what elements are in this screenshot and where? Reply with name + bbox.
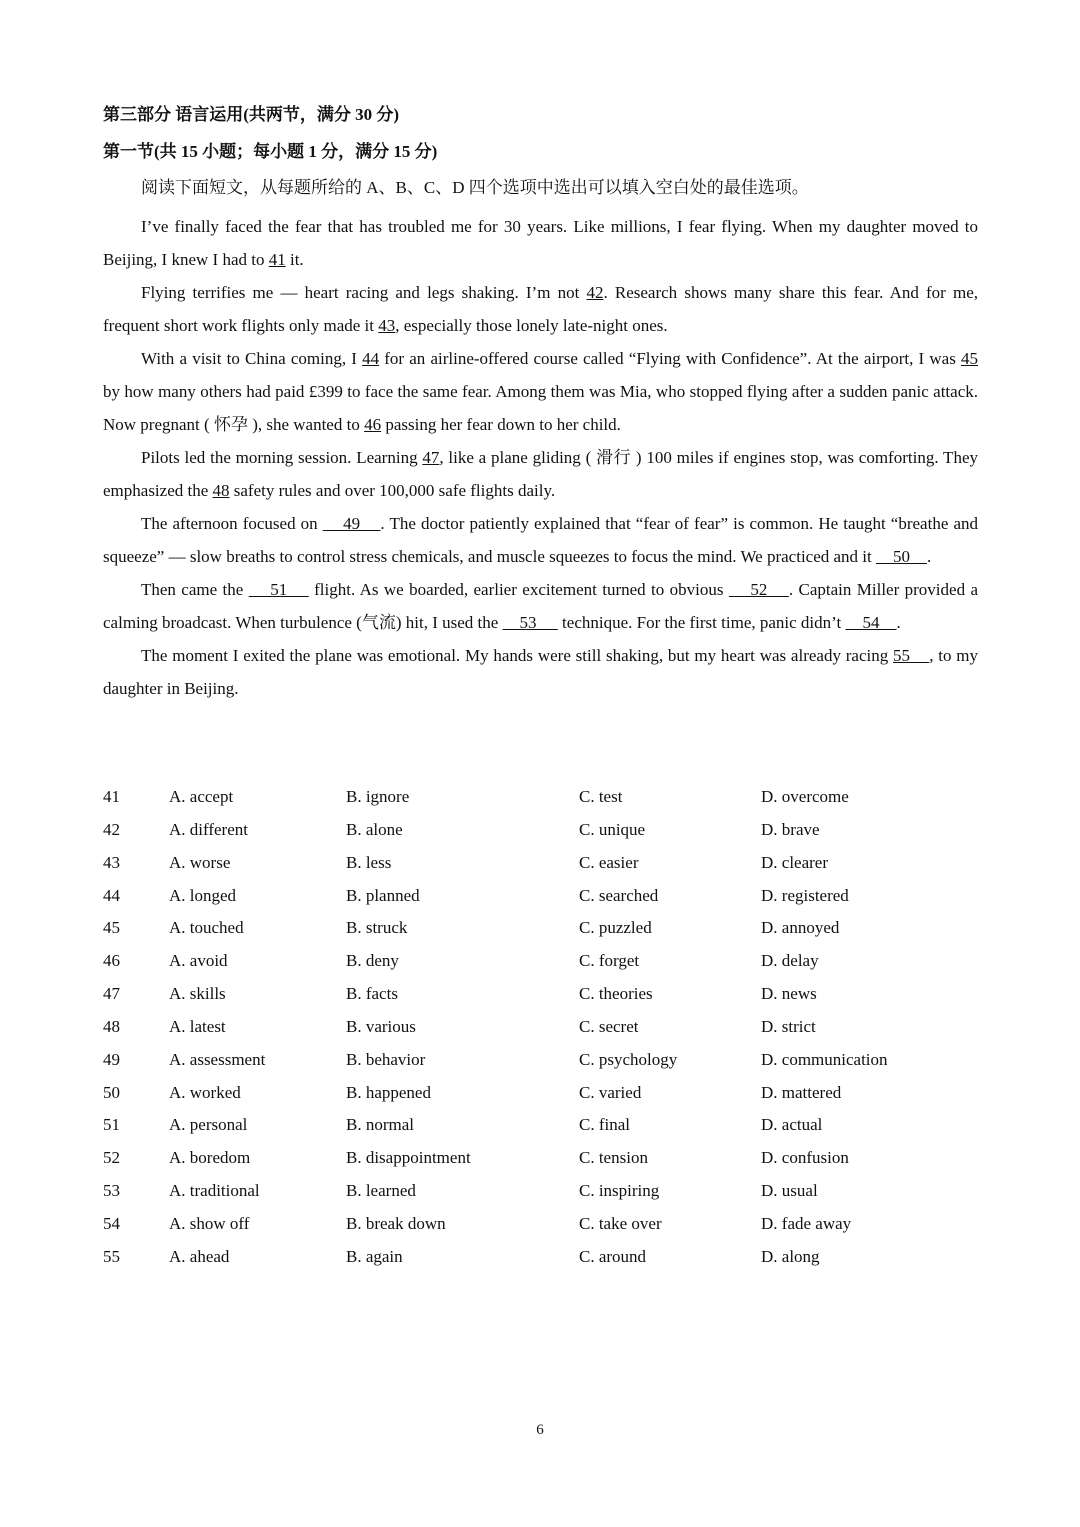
section-title: 第一节(共 15 小题；每小题 1 分，满分 15 分) bbox=[103, 142, 438, 161]
option-b: B. various bbox=[346, 1016, 416, 1036]
option-b: B. learned bbox=[346, 1181, 416, 1201]
part-title: 第三部分 语言运用(共两节，满分 30 分) bbox=[103, 105, 400, 124]
question-number: 55 bbox=[103, 1246, 120, 1266]
option-b: B. less bbox=[346, 852, 392, 872]
option-c: C. secret bbox=[579, 1016, 639, 1036]
option-b: B. struck bbox=[346, 918, 408, 938]
blank-51: 51 bbox=[248, 580, 309, 599]
text: With a visit to China coming, I bbox=[141, 349, 363, 368]
option-d: D. registered bbox=[761, 885, 849, 905]
option-row bbox=[103, 1111, 978, 1144]
text: technique. For the first time, panic didn’t bbox=[557, 613, 846, 632]
question-number: 50 bbox=[103, 1082, 120, 1102]
passage bbox=[103, 210, 978, 705]
option-a: A. longed bbox=[169, 885, 237, 905]
option-c: C. final bbox=[579, 1115, 630, 1135]
option-c: C. test bbox=[579, 787, 623, 806]
text: , like a plane gliding ( 滑行 ) 100 miles if engines stop, was comforting. They emphasized the bbox=[103, 448, 978, 500]
text: by how many others had paid £399 to face the same fear. Among them was Mia, who stopped flying after a sudden panic attack. Now pregnant ( 怀孕 ), she wanted to bbox=[103, 382, 978, 434]
options-list bbox=[103, 783, 978, 1276]
page-number: 6 bbox=[536, 1422, 544, 1438]
option-a: A. skills bbox=[169, 984, 226, 1004]
text: safety rules and over 100,000 safe flights daily. bbox=[229, 481, 556, 500]
option-a: A. show off bbox=[169, 1213, 250, 1233]
option-row bbox=[103, 816, 978, 849]
option-c: C. around bbox=[579, 1246, 647, 1266]
question-number: 43 bbox=[103, 852, 120, 872]
option-d: D. communication bbox=[761, 1049, 888, 1069]
option-d: D. usual bbox=[761, 1181, 818, 1201]
option-b: B. facts bbox=[346, 984, 398, 1004]
blank-42: 42 bbox=[586, 283, 604, 302]
option-c: C. theories bbox=[579, 984, 653, 1004]
question-number: 48 bbox=[103, 1016, 120, 1036]
blank-54: 54 bbox=[845, 613, 897, 632]
option-d: D. clearer bbox=[761, 852, 829, 872]
option-c: C. searched bbox=[579, 885, 659, 905]
question-number: 41 bbox=[103, 787, 120, 806]
option-row bbox=[103, 1079, 978, 1112]
paragraph-1 bbox=[103, 210, 978, 276]
option-row bbox=[103, 1243, 978, 1276]
option-c: C. take over bbox=[579, 1213, 662, 1233]
option-a: A. personal bbox=[169, 1115, 248, 1135]
option-a: A. ahead bbox=[169, 1246, 230, 1266]
option-b: B. alone bbox=[346, 819, 403, 839]
instruction: 阅读下面短文，从每题所给的 A、B、C、D 四个选项中选出可以填入空白处的最佳选项。 bbox=[141, 178, 809, 197]
option-a: A. touched bbox=[169, 918, 244, 938]
option-a: A. traditional bbox=[169, 1181, 260, 1201]
option-d: D. mattered bbox=[761, 1082, 842, 1102]
text: for an airline-offered course called “Flying with Confidence”. At the airport, I was bbox=[379, 349, 961, 368]
blank-45: 45 bbox=[961, 349, 978, 368]
question-number: 53 bbox=[103, 1181, 120, 1201]
question-number: 45 bbox=[103, 918, 120, 938]
option-b: B. happened bbox=[346, 1082, 431, 1102]
text: . bbox=[896, 613, 901, 632]
option-b: B. planned bbox=[346, 885, 420, 905]
option-c: C. easier bbox=[579, 852, 639, 872]
text: The moment I exited the plane was emotional. My hands were still shaking, but my heart was already racing bbox=[141, 646, 894, 665]
blank-46: 46 bbox=[364, 415, 382, 434]
option-c: C. unique bbox=[579, 819, 646, 839]
question-number: 49 bbox=[103, 1049, 120, 1069]
option-c: C. psychology bbox=[579, 1049, 678, 1069]
blank-53: 53 bbox=[502, 613, 558, 632]
option-d: D. delay bbox=[761, 951, 819, 971]
text: it. bbox=[285, 250, 304, 269]
blank-43: 43 bbox=[378, 316, 396, 335]
option-b: B. break down bbox=[346, 1213, 446, 1233]
option-d: D. annoyed bbox=[761, 918, 840, 938]
option-d: D. overcome bbox=[761, 787, 849, 806]
option-c: C. inspiring bbox=[579, 1181, 660, 1201]
option-b: B. again bbox=[346, 1246, 403, 1266]
paragraph-5 bbox=[103, 507, 978, 573]
blank-50: 50 bbox=[876, 547, 927, 566]
option-a: A. latest bbox=[169, 1016, 226, 1036]
option-d: D. actual bbox=[761, 1115, 823, 1135]
option-b: B. disappointment bbox=[346, 1148, 471, 1168]
option-a: A. accept bbox=[169, 787, 234, 806]
option-a: A. assessment bbox=[169, 1049, 266, 1069]
option-row bbox=[103, 980, 978, 1013]
paragraph-3 bbox=[103, 342, 978, 441]
option-d: D. strict bbox=[761, 1016, 816, 1036]
text: passing her fear down to her child. bbox=[381, 415, 621, 434]
text: . Research shows many share this fear. And for me, frequent short work flights only made it bbox=[103, 283, 979, 335]
blank-49: 49 bbox=[322, 514, 381, 533]
option-c: C. puzzled bbox=[579, 918, 652, 938]
option-row bbox=[103, 914, 978, 947]
blank-44: 44 bbox=[362, 349, 380, 368]
option-row bbox=[103, 1013, 978, 1046]
text: Then came the bbox=[141, 580, 249, 599]
text: . The doctor patiently explained that “fear of fear” is common. He taught “breathe and squeeze” — slow breaths to control stress chemicals, and muscle squeezes to focus the mind. We practiced and it bbox=[103, 514, 979, 566]
text: flight. As we boarded, earlier excitement turned to obvious bbox=[308, 580, 729, 599]
option-a: A. worse bbox=[169, 852, 231, 872]
option-a: A. worked bbox=[169, 1082, 241, 1102]
question-number: 46 bbox=[103, 951, 120, 971]
text: , to my daughter in Beijing. bbox=[103, 646, 979, 698]
paragraph-6 bbox=[103, 573, 978, 639]
option-b: B. behavior bbox=[346, 1049, 426, 1069]
option-row bbox=[103, 849, 978, 882]
paragraph-7 bbox=[103, 639, 978, 705]
paragraph-2 bbox=[103, 276, 978, 342]
option-row bbox=[103, 1144, 978, 1177]
text: Flying terrifies me — heart racing and legs shaking. I’m not bbox=[141, 283, 587, 302]
option-c: C. varied bbox=[579, 1082, 642, 1102]
question-number: 42 bbox=[103, 819, 120, 839]
option-row bbox=[103, 783, 978, 816]
text: The afternoon focused on bbox=[141, 514, 323, 533]
option-b: B. normal bbox=[346, 1115, 414, 1135]
option-row bbox=[103, 882, 978, 915]
text: I’ve finally faced the fear that has troubled me for 30 years. Like millions, I fear flying. When my daughter moved to Beijing, I knew I had to bbox=[103, 217, 978, 269]
option-d: D. fade away bbox=[761, 1213, 852, 1233]
option-a: A. avoid bbox=[169, 951, 228, 971]
question-number: 44 bbox=[103, 885, 120, 905]
paragraph-4 bbox=[103, 441, 978, 507]
option-c: C. tension bbox=[579, 1148, 648, 1168]
option-d: D. brave bbox=[761, 819, 820, 839]
blank-47: 47 bbox=[422, 448, 440, 467]
blank-55: 55 bbox=[893, 646, 930, 665]
text: , especially those lonely late-night ones. bbox=[395, 316, 668, 335]
option-d: D. news bbox=[761, 984, 817, 1004]
question-number: 51 bbox=[103, 1115, 120, 1135]
option-a: A. boredom bbox=[169, 1148, 251, 1168]
option-row bbox=[103, 947, 978, 980]
option-d: D. confusion bbox=[761, 1148, 849, 1168]
text: . Captain Miller provided a calming broadcast. When turbulence (气流) hit, I used the bbox=[103, 580, 978, 632]
question-number: 52 bbox=[103, 1148, 120, 1168]
option-row bbox=[103, 1210, 978, 1243]
blank-52: 52 bbox=[728, 580, 789, 599]
text: . bbox=[927, 547, 932, 566]
option-d: D. along bbox=[761, 1246, 820, 1266]
option-row bbox=[103, 1177, 978, 1210]
option-a: A. different bbox=[169, 819, 248, 839]
blank-48: 48 bbox=[212, 481, 230, 500]
option-b: B. ignore bbox=[346, 787, 410, 806]
question-number: 47 bbox=[103, 984, 120, 1004]
text: Pilots led the morning session. Learning bbox=[141, 448, 423, 467]
blank-41: 41 bbox=[268, 250, 286, 269]
option-row bbox=[103, 1046, 978, 1079]
option-c: C. forget bbox=[579, 951, 640, 971]
option-b: B. deny bbox=[346, 951, 399, 971]
question-number: 54 bbox=[103, 1213, 120, 1233]
